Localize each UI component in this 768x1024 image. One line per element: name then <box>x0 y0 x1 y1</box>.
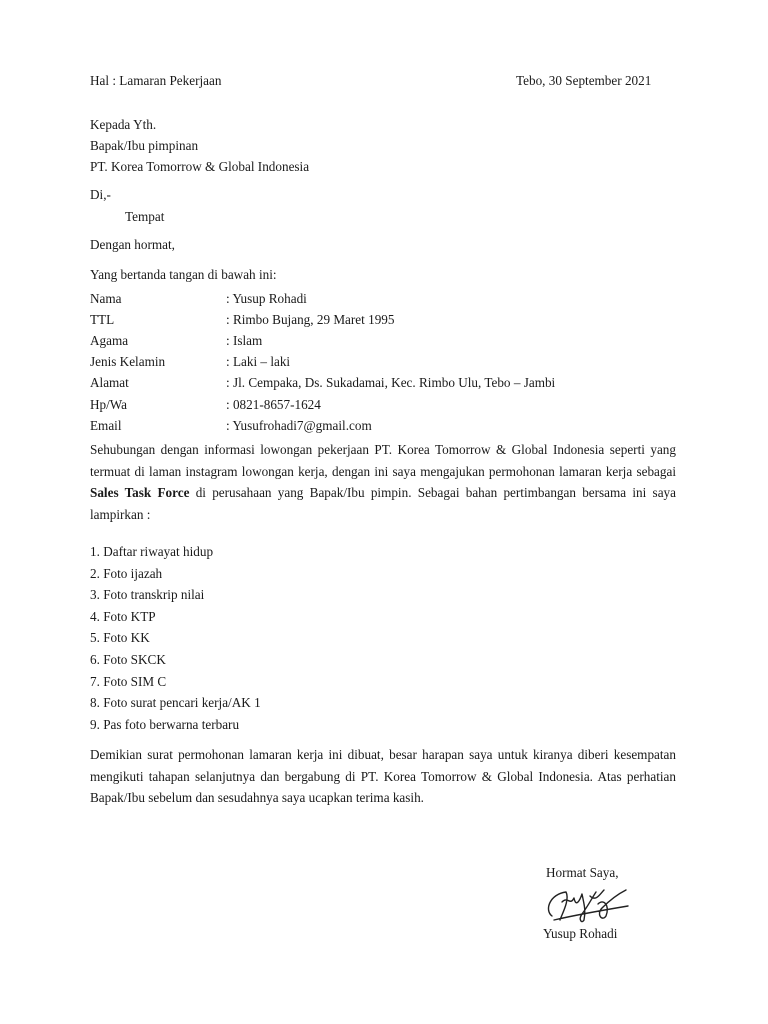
body-text-part-2: di perusahaan yang Bapak/Ibu pimpin. Sebagai bahan pertimbangan bersama ini saya lampirkan : <box>90 485 676 522</box>
identity-row <box>90 290 690 308</box>
identity-row <box>90 417 690 435</box>
recipient-line-1: Kepada Yth. <box>90 117 157 132</box>
body-paragraph <box>90 439 676 525</box>
list-item: 1. Daftar riwayat hidup <box>90 544 214 559</box>
list-item: 2. Foto ijazah <box>90 565 163 581</box>
identity-value: : Islam <box>226 333 263 348</box>
identity-label: Hp/Wa <box>90 397 128 412</box>
identity-value: : 0821-8657-1624 <box>226 397 321 412</box>
identity-value: : Laki – laki <box>226 354 291 369</box>
identity-value: : Yusup Rohadi <box>226 291 307 306</box>
handwritten-signature-icon <box>540 880 636 928</box>
identity-label: Agama <box>90 333 129 348</box>
identity-label: TTL <box>90 312 115 327</box>
recipient-company: PT. Korea Tomorrow & Global Indonesia <box>90 159 310 174</box>
signoff-salutation: Hormat Saya, <box>546 865 619 880</box>
recipient-di: Di,- <box>90 187 111 202</box>
identity-row <box>90 396 690 414</box>
list-item: 3. Foto transkrip nilai <box>90 587 205 603</box>
list-item: 9. Pas foto berwarna terbaru <box>90 716 240 732</box>
greeting: Dengan hormat, <box>90 237 175 252</box>
list-item: 5. Foto KK <box>90 630 150 646</box>
closing-paragraph: Demikian surat permohonan lamaran kerja ini dibuat, besar harapan saya untuk kiranya diberi kesempatan mengikuti tahapan selanjutnya dan bergabung di PT. Korea Tomorrow & Global Indonesia. Atas perhatian Bapak/Ibu sebelum dan sesudahnya saya ucapkan terima kasih. <box>90 747 676 805</box>
identity-row <box>90 374 690 392</box>
identity-row <box>90 311 690 329</box>
letter-subject: Hal : Lamaran Pekerjaan <box>90 73 222 88</box>
identity-row <box>90 353 690 371</box>
attachments-list <box>90 541 261 735</box>
identity-label: Nama <box>90 291 122 306</box>
recipient-line-2: Bapak/Ibu pimpinan <box>90 138 199 153</box>
applied-position: Sales Task Force <box>90 485 190 500</box>
body-text-part-1: Sehubungan dengan informasi lowongan pekerjaan PT. Korea Tomorrow & Global Indonesia seperti yang termuat di laman instagram lowongan kerja, dengan ini saya mengajukan permohonan lamaran kerja sebagai <box>90 442 676 479</box>
signoff-name: Yusup Rohadi <box>543 926 618 941</box>
letter-place-date: Tebo, 30 September 2021 <box>516 73 652 88</box>
identity-value: : Jl. Cempaka, Ds. Sukadamai, Kec. Rimbo Ulu, Tebo – Jambi <box>226 375 556 390</box>
identity-row <box>90 332 690 350</box>
identity-label: Alamat <box>90 375 129 390</box>
identity-value: : Yusufrohadi7@gmail.com <box>226 418 372 433</box>
list-item: 4. Foto KTP <box>90 608 156 624</box>
identity-value: : Rimbo Bujang, 29 Maret 1995 <box>226 312 395 327</box>
identity-label: Email <box>90 418 122 433</box>
list-item: 7. Foto SIM C <box>90 673 167 689</box>
list-item: 8. Foto surat pencari kerja/AK 1 <box>90 695 261 711</box>
recipient-tempat: Tempat <box>125 209 165 224</box>
list-item: 6. Foto SKCK <box>90 651 166 667</box>
intro-line: Yang bertanda tangan di bawah ini: <box>90 267 277 282</box>
identity-label: Jenis Kelamin <box>90 354 166 369</box>
